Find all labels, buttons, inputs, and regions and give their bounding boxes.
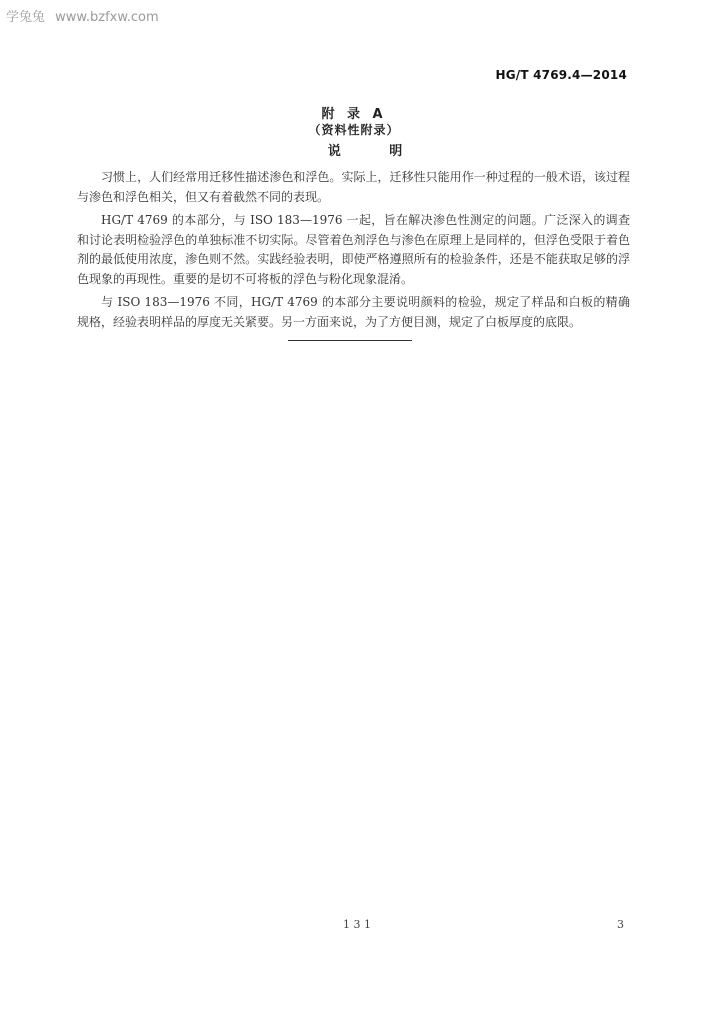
watermark bbox=[6, 6, 159, 25]
watermark-site-name: 学兔兔 bbox=[6, 10, 46, 25]
paragraph: HG/T 4769 的本部分，与 ISO 183—1976 一起，旨在解决渗色性测定的问题。广泛深入的调查和讨论表明检验浮色的单独标准不切实际。尽管着色剂浮色与渗色在原理上是同样的，但浮色受限于着色剂的最低使用浓度，渗色则不然。实践经验表明，即使严格遵照所有的检验条件，还是不能获取足够的浮色现象的再现性。重要的是切不可将板的浮色与粉化现象混淆。 bbox=[77, 213, 630, 286]
annex-body bbox=[77, 168, 630, 336]
annex-title: 附 录 A bbox=[321, 107, 387, 122]
paragraph: 习惯上，人们经常用迁移性描述渗色和浮色。实际上，迁移性只能用作一种过程的一般术语，该过程与渗色和浮色相关，但又有着截然不同的表现。 bbox=[77, 170, 630, 204]
watermark-site-url: www.bzfxw.com bbox=[55, 10, 159, 25]
footer-center-mark: 1 3 1 bbox=[343, 918, 371, 931]
page-number: 3 bbox=[617, 918, 624, 931]
end-rule bbox=[288, 340, 412, 341]
annex-type: （资料性附录） bbox=[308, 123, 400, 137]
paragraph: 与 ISO 183—1976 不同，HG/T 4769 的本部分主要说明颜料的检验，规定了样品和白板的精确规格，经验表明样品的厚度无关紧要。另一方面来说，为了方便目测，规定了白板厚度的底限。 bbox=[77, 295, 630, 329]
annex-name: 说 明 bbox=[327, 144, 425, 159]
standard-code: HG/T 4769.4—2014 bbox=[495, 68, 627, 82]
